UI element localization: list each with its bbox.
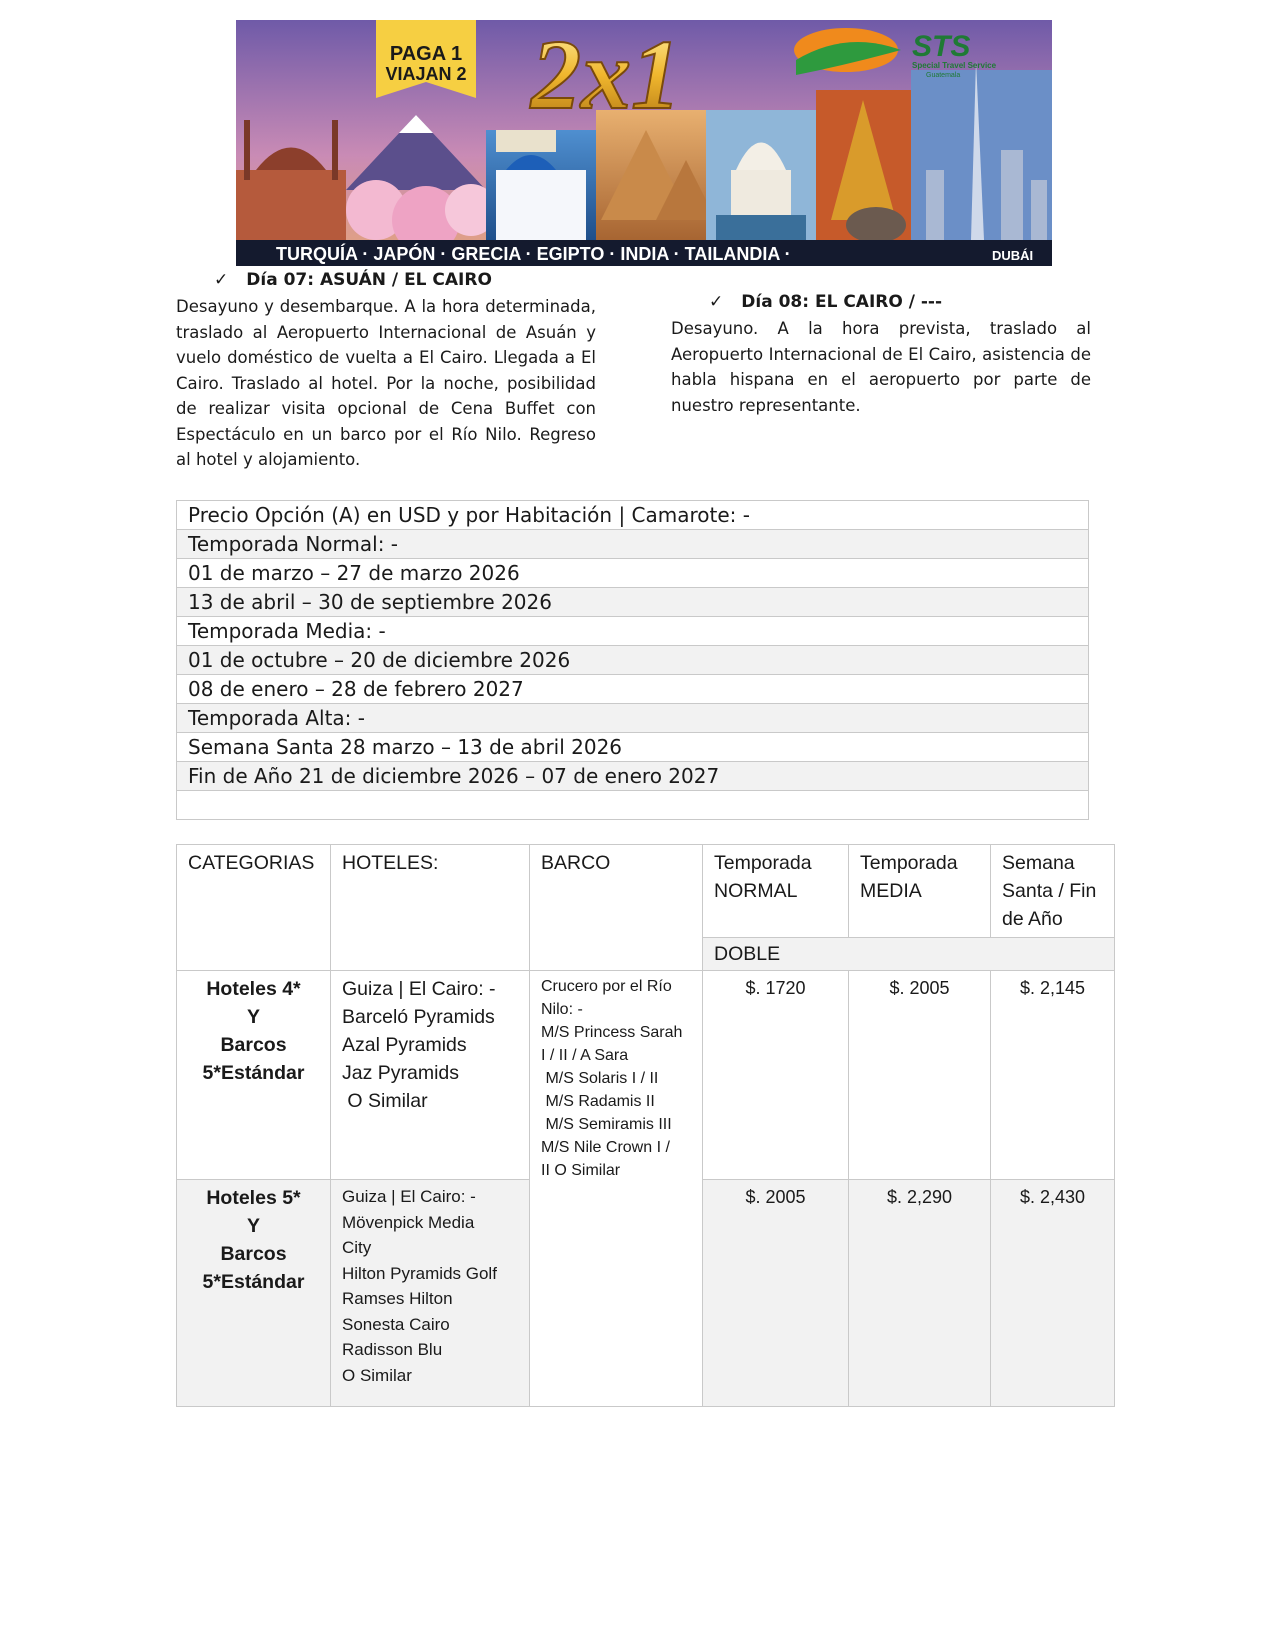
season-media-range-2: 08 de enero – 28 de febrero 2027 — [177, 675, 1089, 704]
table-row — [177, 733, 1089, 762]
table-row — [177, 791, 1089, 820]
table-row — [177, 762, 1089, 791]
taj-mahal-illustration — [706, 110, 816, 240]
checkmark-icon: ✓ — [709, 292, 724, 312]
table-row — [177, 675, 1089, 704]
table-row — [177, 530, 1089, 559]
banner-graphic — [236, 20, 1052, 266]
header-temporada-normal: Temporada NORMAL — [703, 845, 849, 938]
header-categorias: CATEGORIAS — [177, 845, 331, 971]
header-temporada-media: Temporada MEDIA — [849, 845, 991, 938]
header-hoteles: HOTELES: — [331, 845, 530, 971]
category-5-star: Hoteles 5* Y Barcos 5*Estándar — [177, 1180, 331, 1407]
day-08-title: Día 08: EL CAIRO / --- — [741, 292, 943, 312]
day-07-title: Día 07: ASUÁN / EL CAIRO — [246, 270, 492, 290]
price-4-star-normal: $. 1720 — [703, 971, 849, 1180]
season-alta-range-1: Semana Santa 28 marzo – 13 de abril 2026 — [177, 733, 1089, 762]
table-header-row — [177, 845, 1115, 938]
day-08-heading — [671, 292, 1091, 312]
logo-text: STS — [912, 30, 971, 63]
day-08-description: Desayuno. A la hora prevista, traslado al Aeropuerto Internacional de El Cairo, asistencia de habla hispana en el aeropuerto por parte de nuestro representante. — [671, 319, 1091, 415]
logo-sub2: Guatemala — [926, 72, 961, 79]
season-normal-range-1: 01 de marzo – 27 de marzo 2026 — [177, 559, 1089, 588]
category-4-star: Hoteles 4* Y Barcos 5*Estándar — [177, 971, 331, 1180]
table-row — [177, 646, 1089, 675]
hotel-prices-table — [176, 844, 1115, 1407]
price-4-star-alta: $. 2,145 — [991, 971, 1115, 1180]
day-07-description: Desayuno y desembarque. A la hora determinada, traslado al Aeropuerto Internacional de Asuán y vuelo doméstico de vuelta a El Cairo. Llegada a El Cairo. Traslado al hotel. Por la noche, posibilidad de realizar visita opcional de Cena Buffet con Espectáculo en un barco por el Río Nilo. Regreso al hotel y alojamiento. — [176, 297, 596, 469]
hotels-5-star: Guiza | El Cairo: - Mövenpick Media City Hilton Pyramids Golf Ramses Hilton Sonesta Cairo Radisson Blu O Similar — [331, 1180, 530, 1407]
price-5-star-media: $. 2,290 — [849, 1180, 991, 1407]
empty-row — [177, 791, 1089, 820]
greece-illustration — [486, 130, 596, 240]
dubai-illustration — [911, 60, 1052, 240]
destinations-last: DUBÁI — [992, 248, 1034, 263]
table-row — [177, 588, 1089, 617]
day-08-section — [671, 292, 1091, 418]
price-5-star-normal: $. 2005 — [703, 1180, 849, 1407]
day-07-heading — [176, 270, 596, 290]
day-07-section — [176, 270, 596, 473]
season-normal-range-2: 13 de abril – 30 de septiembre 2026 — [177, 588, 1089, 617]
table-row — [177, 617, 1089, 646]
season-media-label: Temporada Media: - — [177, 617, 1089, 646]
table-row — [177, 704, 1089, 733]
promo-banner — [236, 20, 1052, 266]
table-row — [177, 501, 1089, 530]
season-media-range-1: 01 de octubre – 20 de diciembre 2026 — [177, 646, 1089, 675]
badge-line1: PAGA 1 — [389, 43, 463, 65]
header-doble: DOBLE — [703, 938, 1115, 971]
boats-list: Crucero por el Río Nilo: - M/S Princess Sarah I / II / A Sara M/S Solaris I / II M/S Radamis II M/S Semiramis III M/S Nile Crown I / II O Similar — [530, 971, 703, 1407]
header-barco: BARCO — [530, 845, 703, 971]
season-normal-label: Temporada Normal: - — [177, 530, 1089, 559]
season-alta-label: Temporada Alta: - — [177, 704, 1089, 733]
season-dates-table — [176, 500, 1089, 820]
badge-line2: VIAJAN 2 — [385, 64, 467, 84]
table-row — [177, 559, 1089, 588]
logo-sub1: Special Travel Service — [912, 61, 997, 70]
price-4-star-media: $. 2005 — [849, 971, 991, 1180]
season-alta-range-2: Fin de Año 21 de diciembre 2026 – 07 de enero 2027 — [177, 762, 1089, 791]
header-semana-santa-fin-de-ano: Semana Santa / Fin de Año — [991, 845, 1115, 938]
promo-2x1-text: 2x1 — [531, 20, 681, 130]
price-5-star-alta: $. 2,430 — [991, 1180, 1115, 1407]
table-row — [177, 971, 1115, 1180]
destinations-strip: TURQUÍA · JAPÓN · GRECIA · EGIPTO · INDIA · TAILANDIA · — [276, 244, 791, 264]
price-option-header: Precio Opción (A) en USD y por Habitación | Camarote: - — [177, 501, 1089, 530]
thailand-illustration — [816, 90, 911, 243]
hotels-4-star: Guiza | El Cairo: - Barceló Pyramids Azal Pyramids Jaz Pyramids O Similar — [331, 971, 530, 1180]
checkmark-icon: ✓ — [214, 270, 229, 290]
